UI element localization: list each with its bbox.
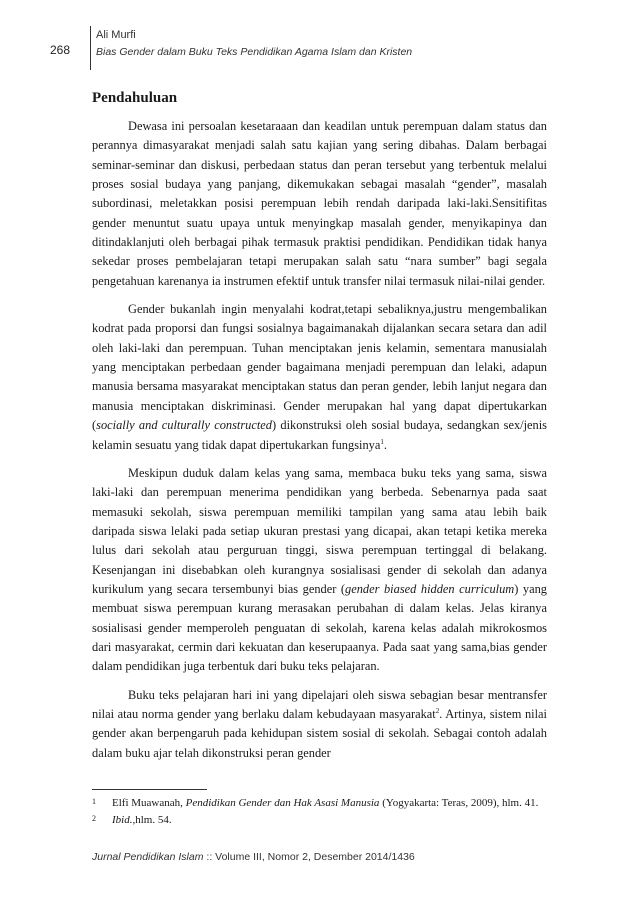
paragraph-3-text-cont: ) yang membuat siswa perempuan kurang merasakan perubahan di dalam kelas. Jelas kiranya sosialisasi gender memperoleh penguatan di sekolah, karena kelas adalah mikrokosmos dari masyarakat, cermin dari kekuatan dan keserupaanya. Pada saat yang sama,bias gender dalam pendidikan juga terbentuk dari buku teks pelajaran. [92,581,547,674]
running-footer [92,851,415,863]
running-header [50,26,610,70]
page-number: 268 [50,43,71,57]
footnote-2-page: ,hlm. 54. [132,814,172,826]
footnote-ref-2[interactable]: 2 [435,706,440,715]
article-body [92,88,547,763]
paragraph-3 [92,464,547,677]
footer-issue: Volume III, Nomor 2, Desember 2014/1436 [215,851,415,863]
header-divider [90,26,91,70]
paragraph-1 [92,117,547,291]
paragraph-2-text: Gender bukanlah ingin menyalahi kodrat,tetapi sebaliknya,justru mengembalikan kodrat pada proporsi dan fungsi sosialnya bagaimanakah dijalankan secara setara dan adil oleh laki-laki dan perempuan. Tuhan menciptakan jenis kelamin, sementara manusialah yang menciptakan perbedaan gender bagaimana menjadi perempuan dan lelaki, adapun manusia bersama masyarakat menciptakan status dan peran gender, lebih lanjut negara dan manusia menciptakan diskriminasi. Gender merupakan hal yang dapat dipertukarkan ( [92,302,547,433]
footnote-number: 1 [92,797,96,806]
paragraph-3-text: Meskipun duduk dalam kelas yang sama, membaca buku teks yang sama, siswa laki-laki dan perempuan menerima pendidikan yang berbeda. Sebenarnya pada saat memasuki sekolah, siswa perempuan memiliki tampilan yang sama atau lebih baik daripada siswa lelaki pada setiap ukuran prestasi yang dicapai, akan tetapi ketika mereka lulus dari sekolah atau perguruan tinggi, siswa perempuan tertinggal di belakang. Kesenjangan ini disebabkan oleh kurangnya sosialisasi gender di sekolah dan adanya kurikulum yang secara tersembunyi bias gender ( [92,465,547,596]
footnote-ref-1[interactable]: 1 [380,437,384,446]
footnote-2 [92,812,547,829]
footnote-1-publication: (Yogyakarta: Teras, 2009), hlm. 41. [379,797,539,809]
footnote-1 [92,795,547,812]
footnote-2-ibid: Ibid. [112,814,133,826]
section-heading: Pendahuluan [92,90,178,106]
footnote-divider [92,789,207,790]
paragraph-4-text-cont: . Artinya, sistem nilai gender akan berpengaruh pada kehidupan sistem sosial di sekolah. Sebagai contoh adalah dalam buku ajar telah dikonstruksi peran gender [92,706,547,760]
footer-journal-name: Jurnal Pendidikan Islam [92,851,204,863]
paragraph-2-italic: socially and culturally constructed [96,418,273,433]
paragraph-3-italic: gender biased hidden curriculum [345,581,515,596]
footnotes [92,795,547,829]
footnote-1-book-title: Pendidikan Gender dan Hak Asasi Manusia [185,797,380,809]
footnote-text [112,812,172,829]
paragraph-2-text-cont: ) dikonstruksi oleh sosial budaya, sedangkan sex/jenis kelamin sesuatu yang tidak dapat dipertukarkan fungsinya [92,418,548,452]
footnote-1-author: Elfi Muawanah, [112,797,186,809]
paragraph-4 [92,686,547,763]
header-author: Ali Murfi [96,29,136,41]
paragraph-1-text: Dewasa ini persoalan kesetaraaan dan keadilan untuk perempuan dalam status dan perannya dimasyarakat menjadi salah satu kajian yang sering dibahas. Dalam berbagai seminar-seminar dan diskusi, perbedaan status dan peran tersebut yang terbentuk melalui proses sosial budaya yang panjang, dikemukakan sebagai masalah “gender”, masalah subordinasi, meletakkan posisi perempuan lebih rendah daripada laki-laki.Sensitifitas gender menuntut suatu upaya untuk menyingkap masalah gender, menyikapinya dan ditindaklanjuti oleh berbagai pihak termasuk praktisi pendidikan. Pendidikan tidak hanya sekedar proses pembelajaran tetapi merupakan salah satu “nara sumber” bagi segala pengetahuan karenanya ia instrumen efektif untuk transfer nilai termasuk nilai-nilai gender. [92,119,547,288]
paragraph-4-text: Buku teks pelajaran hari ini yang dipelajari oleh siswa sebagian besar mentransfer nilai atau norma gender yang berlaku dalam kebudayaan masyarakat [92,687,547,721]
paragraph-2 [92,300,547,455]
header-article-title: Bias Gender dalam Buku Teks Pendidikan Agama Islam dan Kristen [96,46,413,58]
footnote-text [112,795,538,812]
footnote-number: 2 [92,814,96,823]
footer-separator: :: [203,851,216,863]
paragraph-2-end: . [383,437,387,452]
